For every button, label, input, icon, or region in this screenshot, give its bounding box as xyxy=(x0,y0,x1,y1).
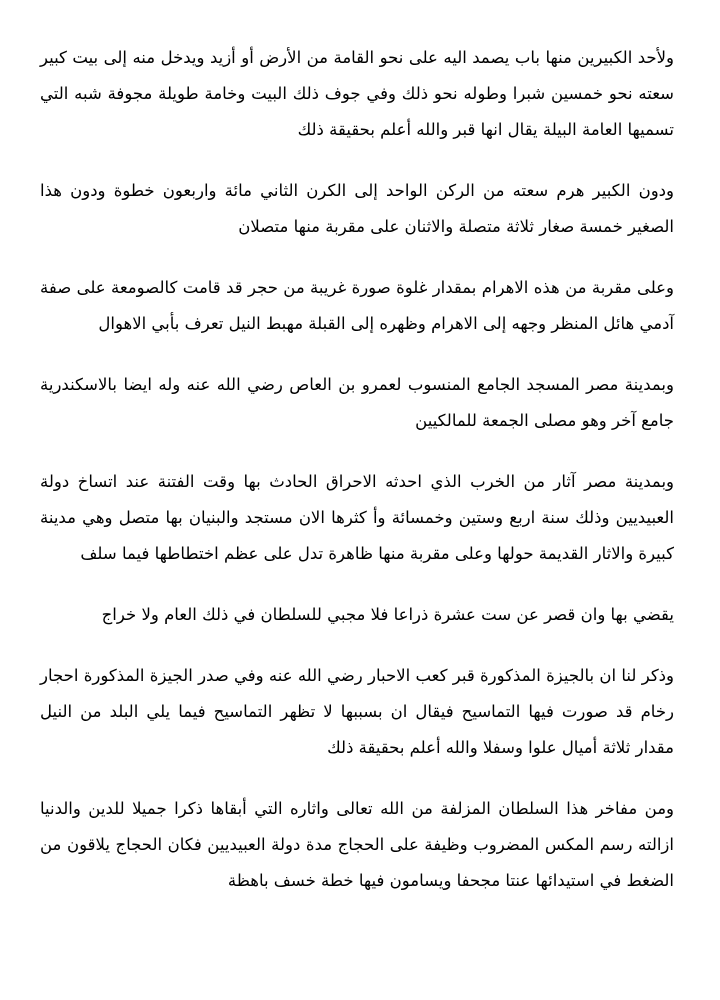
paragraph-4: وبمدينة مصر المسجد الجامع المنسوب لعمرو بن العاص رضي الله عنه وله ايضا بالاسكندرية جامع آخر وهو مصلى الجمعة للمالكيين xyxy=(40,375,674,430)
paragraph-3: وعلى مقربة من هذه الاهرام بمقدار غلوة صورة غريبة من حجر قد قامت كالصومعة على صفة آدمي هائل المنظر وجهه إلى الاهرام وظهره إلى القبلة مهبط النيل تعرف بأبي الاهوال xyxy=(40,278,674,333)
paragraph-8: ومن مفاخر هذا السلطان المزلفة من الله تعالى واثاره التي أبقاها ذكرا جميلا للدين والدنيا ازالته رسم المكس المضروب وظيفة على الحجاج مدة دولة العبيديين فكان الحجاج يلاقون من الضغط في استيدائها عنتا مجحفا ويسامون فيها خطة خسف باهظة xyxy=(40,799,674,890)
paragraph-7: وذكر لنا ان بالجيزة المذكورة قبر كعب الاحبار رضي الله عنه وفي صدر الجيزة المذكورة احجار رخام قد صورت فيها التماسيح فيقال ان بسببها لا تظهر التماسيح فيما يلي البلد من النيل مقدار ثلاثة أميال علوا وسفلا والله أعلم بحقيقة ذلك xyxy=(40,666,674,757)
paragraph-1: ولأحد الكبيرين منها باب يصمد اليه على نحو القامة من الأرض أو أزيد ويدخل منه إلى بيت كبير سعته نحو خمسين شبرا وطوله نحو ذلك وفي جوف ذلك البيت وخامة طويلة مجوفة شبه التي تسميها العامة البيلة يقال انها قبر والله أعلم بحقيقة ذلك xyxy=(40,48,674,139)
paragraph-2: ودون الكبير هرم سعته من الركن الواحد إلى الكرن الثاني مائة واربعون خطوة ودون هذا الصغير خمسة صغار ثلاثة متصلة والاثنان على مقربة منها متصلان xyxy=(40,181,674,236)
paragraph-5: وبمدينة مصر آثار من الخرب الذي احدثه الاحراق الحادث بها وقت الفتنة عند اتساخ دولة العبيديين وذلك سنة اربع وستين وخمسائة وأ كثرها الان مستجد والبنيان بها متصل وهي مدينة كبيرة والاثار القديمة حولها وعلى مقربة منها ظاهرة تدل على عظم اختطاطها فيما سلف xyxy=(40,472,674,563)
paragraph-6: يقضي بها وان قصر عن ست عشرة ذراعا فلا مجبي للسلطان في ذلك العام ولا خراج xyxy=(101,605,674,624)
